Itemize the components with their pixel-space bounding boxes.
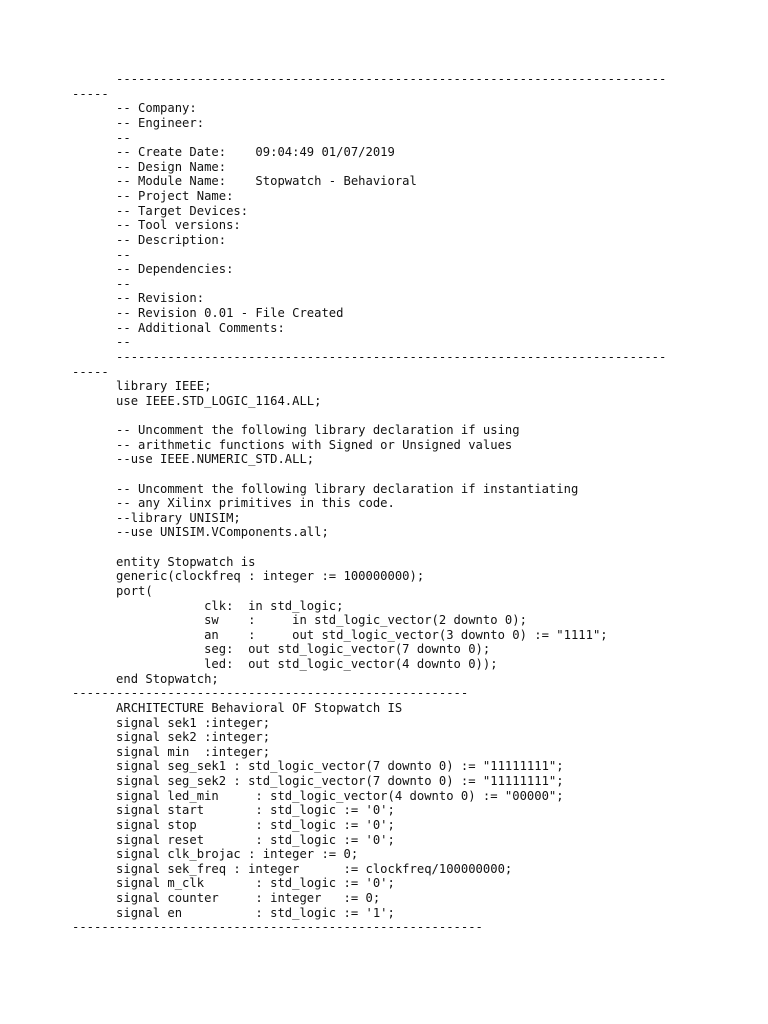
code-line: --------------------------------------------------------------------------- [72,72,667,86]
code-line: -- Design Name: [72,159,227,174]
code-line: -- [72,130,131,145]
code-line: signal seg_sek2 : std_logic_vector(7 downto 0) := "11111111"; [72,774,564,788]
code-line: -- Target Devices: [72,203,249,218]
code-line: led: out std_logic_vector(4 downto 0)); [72,657,498,671]
code-line: ------------------------------------------------------ [72,686,469,701]
code-line: an : out std_logic_vector(3 downto 0) := "1111"; [72,627,608,642]
code-line [72,408,666,423]
code-line: -- Revision 0.01 - File Created [72,306,344,320]
code-line: -- arithmetic functions with Signed or Unsigned values [72,437,513,452]
code-line [72,540,666,555]
code-line: -- [72,247,131,262]
code-line: -- Module Name: Stopwatch - Behavioral [72,174,417,189]
code-line: -- Additional Comments: [72,320,285,335]
code-line: use IEEE.STD_LOGIC_1164.ALL; [72,393,322,408]
code-line: --use UNISIM.VComponents.all; [72,525,329,540]
code-line: -- Revision: [72,291,205,306]
code-line: ----- [72,364,109,379]
code-line: signal m_clk : std_logic := '0'; [72,876,395,891]
code-line: ----- [72,86,109,101]
code-line: signal en : std_logic := '1'; [72,905,395,920]
code-line: --use IEEE.NUMERIC_STD.ALL; [72,452,315,467]
code-line: sw : in std_logic_vector(2 downto 0); [72,613,527,628]
code-line [72,467,666,482]
code-line: -------------------------------------------------------- [72,920,483,935]
code-line: port( [72,583,153,598]
code-line: signal stop : std_logic := '0'; [72,817,395,832]
code-line: -- Uncomment the following library declaration if instantiating [72,481,579,496]
code-line: seg: out std_logic_vector(7 downto 0); [72,642,491,657]
code-line: library IEEE; [72,379,212,394]
code-line: -- [72,276,131,291]
code-line: clk: in std_logic; [72,598,344,613]
code-line: -- Dependencies: [72,262,234,277]
code-line: -- Description: [72,232,227,247]
vhdl-source-listing [72,72,666,935]
code-line: signal clk_brojac : integer := 0; [72,847,359,862]
code-line: -- any Xilinx primitives in this code. [72,496,395,511]
code-line: signal start : std_logic := '0'; [72,803,395,818]
code-line: signal led_min : std_logic_vector(4 downto 0) := "00000"; [72,788,564,803]
code-line: signal min :integer; [72,744,271,759]
code-line: signal counter : integer := 0; [72,891,381,905]
code-line: signal sek1 :integer; [72,715,271,730]
code-line: signal sek_freq : integer := clockfreq/100000000; [72,861,513,876]
code-line: -- Company: [72,101,197,116]
code-line: ARCHITECTURE Behavioral OF Stopwatch IS [72,700,403,715]
code-line: --------------------------------------------------------------------------- [72,349,667,364]
code-line: -- Uncomment the following library declaration if using [72,423,520,437]
code-line: end Stopwatch; [72,671,219,686]
code-line: -- Tool versions: [72,218,241,233]
code-line: -- [72,335,131,350]
code-line: signal seg_sek1 : std_logic_vector(7 downto 0) := "11111111"; [72,759,564,774]
code-line: entity Stopwatch is [72,554,256,569]
code-line: -- Engineer: [72,115,205,130]
code-line: signal reset : std_logic := '0'; [72,832,395,847]
code-line: -- Project Name: [72,189,234,203]
code-line: -- Create Date: 09:04:49 01/07/2019 [72,145,395,160]
code-line: generic(clockfreq : integer := 100000000); [72,569,425,584]
code-line: --library UNISIM; [72,510,241,525]
code-line: signal sek2 :integer; [72,730,271,745]
